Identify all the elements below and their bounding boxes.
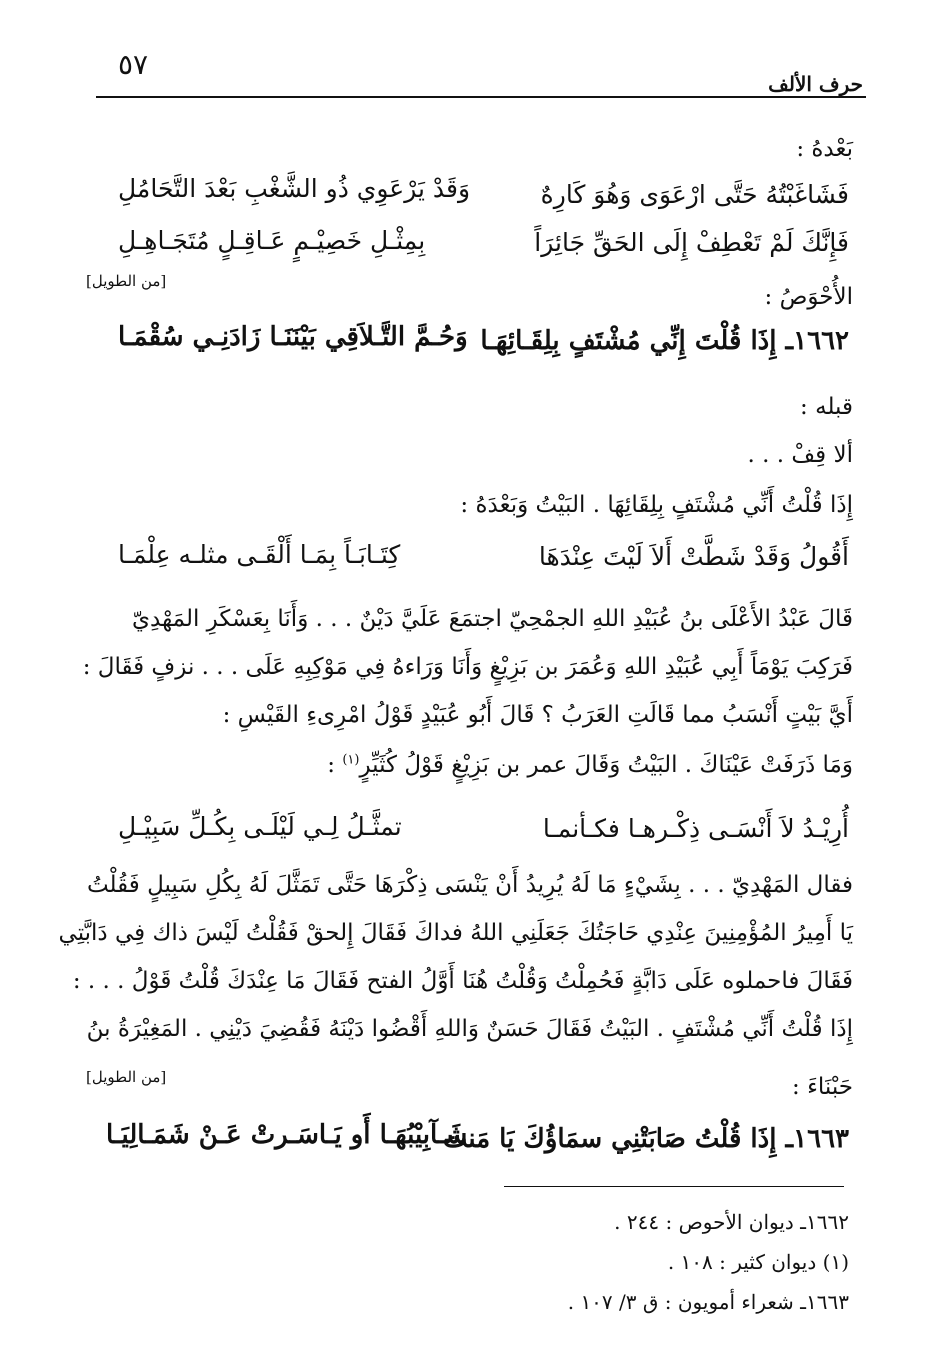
text-line: فَرَكِبَ يَوْمَاً أَبِي عُبَيْدِ اللهِ وَعُمَرَ بن بَزِيْغٍ وَأَنَا وَرَاءهُ فِي مَوْكِبِهِ عَلَى . . . نزفٍ فَقَالَ : [82,654,853,680]
footnote: (١) ديوان كثير : ١٠٨ . [667,1250,849,1274]
footnote-rule [504,1186,844,1187]
numbered-verse-first: ١٦٦٢ـ إِذَا قُلْتَ إِنِّي مُشْتَفٍ بِلِقَـائِهَـا [480,326,849,356]
text-line: أَيَّ بَيْتٍ أَنْسَبُ مما قَالَتِ العَرَبُ ؟ قَالَ أَبُو عُبَيْدٍ قَوْلُ امْرِىءِ القَيْسِ : [222,702,853,728]
text-segment: وَمَا ذَرَفَتْ عَيْنَاكَ . البَيْتُ وَقَالَ عمر بن بَزِيْغٍ قَوْلُ كُثَيِّرٍ [359,752,853,778]
header-rule [96,96,866,98]
numbered-verse-second: وَحُـمَّ التَّـلاَقِي بَيْنَنَـا زَادَنِـي سُقْمَـا [118,322,468,352]
numbered-verse-second: شَـآبِيْبُهَـا أَو يَـاسَـرتْ عَـنْ شَمَـالِيَـا [106,1120,468,1150]
text-line: ألا قِفْ . . . [747,442,853,468]
text-line: قَالَ عَبْدُ الأَعْلَى بنُ عُبَيْدِ اللهِ الجمْحِيّ اجتمَعَ عَلَيَّ دَيْنٌ . . . وَأَنَا بِعَسْكَرِ المَهْدِيّ [132,606,853,632]
meter-label: [من الطويل] [86,272,167,290]
verse-hemistich-second: تمثَّـلُ لِـي لَيْلَـى بِكُـلِّ سَبِيْـلِ [118,812,402,841]
text-line: إِذَا قُلْتُ أَنِّي مُشْتَفٍ . البَيْتُ فَقَالَ حَسَنٌ وَاللهِ أَقْضُوا دَيْنَهُ فَقُضِيَ دَيْنِي . المَغِيْرَةُ بنُ [86,1016,853,1042]
footnote: ١٦٦٢ـ ديوان الأحوص : ٢٤٤ . [614,1210,849,1234]
numbered-verse-first: ١٦٦٣ـ إِذَا قُلْتُ صَابَتْنِي سمَاؤُكَ يَا مَنت [442,1124,849,1154]
footnote: ١٦٦٣ـ شعراء أمويون : ق ٣/ ١٠٧ . [567,1290,849,1314]
verse-hemistich-second: كِتَـابَـاً بِمَـا أَلْقَـى مثلـه عِلْمَـا [118,540,401,569]
poet-name: الأُحْوَصُ : [764,284,853,310]
page-number: ٥٧ [118,48,149,81]
text-line: فقال المَهْدِيّ . . . بِشَيْءٍ مَا لَهُ يُرِيدُ أَنْ يَنْسَى ذِكْرَهَا حَتَّى تَمَثَّلَ لَهُ بِكُلِ سَبِيلٍ فَقُلْتُ [86,872,853,898]
verse-hemistich-first: أُرِيْـدُ لاَ أَنْسَـى ذِكْـرهـا فكـأنمـا [542,814,849,843]
text-segment: : [327,752,343,778]
meter-label: [من الطويل] [86,1068,167,1086]
text-line: فَقَالَ فاحملوه عَلَى دَابَّةٍ فَحُمِلْتُ وَقُلْتُ هُنَا أَوَّلُ الفتح فَقَالَ مَا عِنْدَكَ قُلْتُ قَوْلُ . . . : [72,968,853,994]
verse-hemistich-second: بِمِثْـلِ خَصِيْـمٍ عَـاقِـلٍ مُتَجَـاهِـلِ [118,226,426,255]
verse-hemistich-second: وَقَدْ يَرْعَوِي ذُو الشَّغْبِ بَعْدَ التَّحَامُلِ [118,174,471,203]
text-line: يَا أَمِيرُ المُؤْمِنِينَ عِنْدِي حَاجَتُكَ جَعَلَنِي اللهُ فداكَ فَقَالَ إِلحقْ فَقُلْتُ لَيْسَ ذاك فِي دَابَّتِي [58,920,853,946]
text-line: إِذَا قُلْتُ أَنِّي مُشْتَفٍ بِلِقَائِهَا . البَيْتُ وَبَعْدَهُ : [460,492,853,518]
text-line [327,752,853,778]
verse-hemistich-first: أَقُولُ وَقَدْ شَطَّتْ أَلاَ لَيْتَ عِنْدَهَا [538,542,849,571]
poet-name: حَبْنَاءَ : [792,1074,853,1100]
text-line: بَعْدهُ : [796,136,853,162]
running-head: حرف الألف [768,72,863,96]
verse-hemistich-first: فَشَاغَبْتُهُ حَتَّى ارْعَوَى وَهُوَ كَارِهٌ [540,180,849,209]
footnote-marker: (١) [342,752,360,768]
verse-hemistich-first: فَإِنَّكَ لَمْ تَعْطِفْ إِلَى الحَقِّ جَائِرَاً [534,228,849,257]
text-line: قبله : [800,394,853,420]
